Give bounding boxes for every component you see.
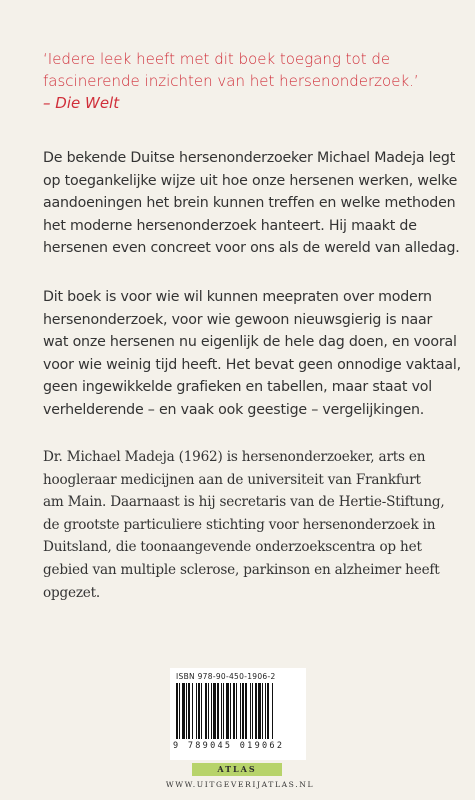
text-line: hoogleraar medicijnen aan de universiteit van Frankfurt [43,471,421,488]
barcode-bar [252,683,253,739]
isbn-barcode [170,668,306,760]
text-line: Dr. Michael Madeja (1962) is hersenonderzoeker, arts en [43,449,426,465]
barcode-bar [182,683,185,739]
barcode-bar [217,683,219,739]
text-line: de grootste particuliere stichting voor hersenonderzoek in [43,516,436,533]
text-line: aandoeningen het brein kunnen treffen en welke methoden [43,195,456,212]
text-line: hersenen even concreet voor ons als de wereld van alledag. [43,240,460,257]
description-paragraph-1 [43,147,468,260]
text-line: am Main. Daarnaast is hij secretaris van de Hertie-Stiftung, [43,494,445,511]
quote-line: fascinerende inzichten van het hersenonderzoek.’ [43,72,419,90]
text-line: geen ingewikkelde grafieken en tabellen, maar staat vol [43,379,432,396]
text-line: opgezet. [43,584,101,601]
text-line: gebied van multiple sclerose, parkinson en alzheimer heeft [43,561,440,578]
barcode-digits: 9 789045 019062 [173,741,285,751]
text-line: hersenonderzoek, voor wie gewoon nieuwsgierig is naar [43,311,433,328]
barcode-bar [198,683,200,739]
barcode-bar [267,683,269,739]
barcode-bar [223,683,224,739]
barcode-bar [255,683,257,739]
review-quote [43,48,463,114]
publisher-logo: ATLAS [192,763,282,776]
barcode-bar [233,683,235,739]
text-line: het moderne hersenonderzoek hanteert. Hij maakt de [43,217,417,234]
barcode-bar [188,683,190,739]
barcode-bar [186,683,187,739]
text-line: Duitsland, die toonaangevende onderzoekscentra op het [43,539,422,556]
barcode-bar [226,683,229,739]
barcode-bar [236,683,237,739]
text-line: voor wie weinig tijd heeft. Het bevat geen onnodige vaktaal, [43,356,461,373]
barcode-bar [240,683,241,739]
barcode-bar [201,683,202,739]
text-line: op toegankelijke wijze uit hoe onze hersenen werken, welke [43,172,458,189]
barcode-bar [205,683,207,739]
barcode-bar [221,683,222,739]
text-line: De bekende Duitse hersenonderzoeker Michael Madeja legt [43,150,456,166]
isbn-label: ISBN 978-90-450-1906-2 [176,672,276,681]
barcode-bar [262,683,263,739]
barcode-bar [196,683,197,739]
barcode-bar [230,683,231,739]
barcode-bar [272,683,273,739]
text-line: verhelderende – en vaak ook geestige – vergelijkingen. [43,401,425,418]
description-paragraph-2 [43,286,468,422]
text-line: wat onze hersenen nu eigenlijk de hele dag doen, en vooral [43,334,457,351]
barcode-bar [176,683,178,739]
quote-source: – Die Welt [43,94,120,112]
barcode-bar [245,683,247,739]
barcode-bars [176,683,300,739]
publisher-website: WWW.UITGEVERIJATLAS.NL [165,780,315,789]
quote-line: ‘Iedere leek heeft met dit boek toegang tot de [43,50,391,68]
barcode-bar [250,683,251,739]
author-bio-paragraph [43,446,468,604]
barcode-bar [265,683,266,739]
text-line: Dit boek is voor wie wil kunnen meepraten over modern [43,289,432,305]
barcode-bar [192,683,193,739]
barcode-bar [208,683,209,739]
barcode-bar [213,683,216,739]
barcode-bar [211,683,212,739]
barcode-bar [179,683,180,739]
barcode-bar [258,683,261,739]
barcode-bar [242,683,244,739]
